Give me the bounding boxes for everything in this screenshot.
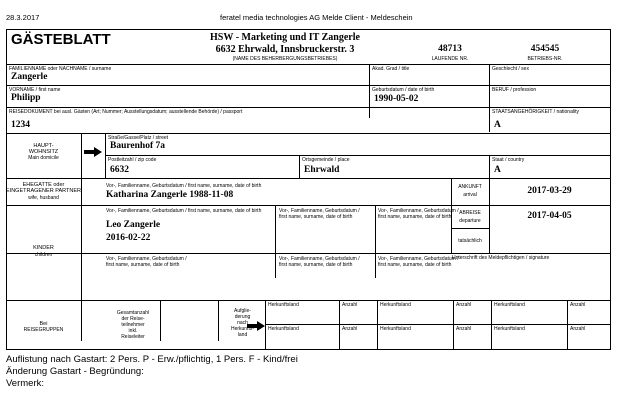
child4-label-line1: Vor-, Familienname, Geburtsdatum / <box>106 256 187 262</box>
child1-birth-field[interactable]: 2016-02-22 <box>106 233 151 243</box>
arrow-right-icon <box>84 147 102 157</box>
group-total-line3: teilnehmer <box>121 322 145 328</box>
running-number: 48713 <box>438 44 462 54</box>
guest-type-summary: Auflistung nach Gastart: 2 Pers. P - Erw./pflichtig, 1 Pers. F - Kind/frei <box>6 354 298 365</box>
origin-label-2: Herkunftsland <box>380 302 411 308</box>
child1-name-field[interactable]: Leo Zangerle <box>106 220 161 230</box>
profession-label: BERUF / profession <box>492 87 537 93</box>
origin-label-3: Herkunftsland <box>494 302 525 308</box>
zip-field[interactable]: 6632 <box>110 165 129 175</box>
count-label-2: Anzahl <box>456 302 472 308</box>
business-name: HSW - Marketing und IT Zangerle <box>210 32 360 43</box>
form-title: GÄSTEBLATT <box>11 31 111 48</box>
business-number-label: BETRIEBS-NR. <box>527 56 563 62</box>
nationality-label: STAATSANGEHÖRIGKEIT / nationality <box>492 109 579 115</box>
arrival-sub-label: arrival <box>463 192 477 198</box>
country-label: Staat / country <box>492 157 525 163</box>
domicile-label-line3: Main domicile <box>28 155 59 161</box>
business-address: 6632 Ehrwald, Innsbruckerstr. 3 <box>215 44 355 55</box>
running-number-label: LAUFENDE NR. <box>431 56 469 62</box>
child5-label-line2: first name, surname, date of birth <box>279 262 353 268</box>
business-number: 454545 <box>530 44 560 54</box>
domicile-label-line2: WOHNSITZ <box>28 149 59 155</box>
group-breakdown-line3: nach <box>237 320 248 326</box>
departure-label: ABREISE <box>459 210 481 216</box>
birth-date-field[interactable]: 1990-05-02 <box>374 94 419 104</box>
count-label-6: Anzahl <box>570 326 586 332</box>
domicile-label-line1: HAUPT- <box>33 143 54 149</box>
groups-label-line2: REISEGRUPPEN <box>23 327 64 333</box>
group-breakdown-line4: Herkunfts- <box>230 326 255 332</box>
children-label-line2: children <box>34 252 53 258</box>
birth-date-label: Geburtsdatum / date of birth <box>372 87 435 93</box>
count-label-3: Anzahl <box>570 302 586 308</box>
child5-label-line1: Vor-, Familienname, Geburtsdatum / <box>279 256 360 262</box>
partner-field[interactable]: Katharina Zangerle 1988-11-08 <box>106 190 234 200</box>
count-label-4: Anzahl <box>342 326 358 332</box>
arrival-label: ANKUNFT <box>458 184 482 190</box>
nationality-field[interactable]: A <box>494 120 501 130</box>
arrival-date-field[interactable]: 2017-03-29 <box>527 186 572 196</box>
child3-label-line1: Vor-, Familienname, Geburtsdatum / <box>378 208 459 214</box>
street-label: Straße/Gasse/Platz / street <box>108 135 169 141</box>
count-label-1: Anzahl <box>342 302 358 308</box>
child6-label-line2: first name, surname, date of birth <box>378 262 452 268</box>
departure-date-field[interactable]: 2017-04-05 <box>527 211 572 221</box>
passport-field[interactable]: 1234 <box>11 120 30 130</box>
group-breakdown-line5: land <box>237 332 248 338</box>
city-field[interactable]: Ehrwald <box>304 165 340 175</box>
signature-label: Unterschrift des Meldepflichtigen / signature <box>452 255 550 261</box>
children-label-line1: KINDER <box>33 245 54 251</box>
departure-sub-label: departure <box>459 218 481 224</box>
guest-type-change-reason: Änderung Gastart - Begründung: <box>6 366 144 377</box>
child6-label-line1: Vor-, Familienname, Geburtsdatum / <box>378 256 459 262</box>
first-name-label: VORNAME / first name <box>9 87 61 93</box>
remark: Vermerk: <box>6 378 45 389</box>
country-field[interactable]: A <box>494 165 501 175</box>
child2-label-line2: first name, surname, date of birth <box>279 214 353 220</box>
groups-label-line1: Bei <box>39 321 48 327</box>
partner-field-label: Vor-, Familienname, Geburtsdatum / first name, surname, date of birth <box>106 183 262 189</box>
family-name-field[interactable]: Zangerle <box>11 72 48 82</box>
city-label: Ortsgemeinde / place <box>302 157 350 163</box>
child1-field-label: Vor-, Familienname, Geburtsdatum / first name, surname, date of birth <box>106 208 262 214</box>
print-date: 28.3.2017 <box>6 13 40 22</box>
business-note: (NAME DES BEHERBERGUNGSBETRIEBES) <box>232 56 338 62</box>
passport-label: REISEDOKUMENT bei ausl. Gästen (Art; Nummer; Ausstellungsdatum; ausstellende Behörde) / passport <box>9 109 243 115</box>
group-total-line4: inkl. <box>128 328 138 334</box>
group-breakdown-line2: derung <box>234 314 251 320</box>
family-name-label: FAMILIENNAME oder NACHNAME / surname <box>9 66 112 72</box>
zip-label: Postleitzahl / zip code <box>108 157 157 163</box>
child2-label-line1: Vor-, Familienname, Geburtsdatum / <box>279 208 360 214</box>
street-field[interactable]: Baurenhof 7a <box>110 141 165 151</box>
group-total-line5: Reiseleiter <box>121 334 145 340</box>
child3-label-line2: first name, surname, date of birth <box>378 214 452 220</box>
origin-label-1: Herkunftsland <box>268 302 299 308</box>
arrow-right-icon <box>247 321 265 331</box>
first-name-field[interactable]: Philipp <box>11 93 41 103</box>
sex-label: Geschlecht / sex <box>492 66 529 72</box>
actual-departure-label: tatsächlich <box>458 238 482 244</box>
child4-label-line2: first name, surname, date of birth <box>106 262 180 268</box>
origin-label-5: Herkunftsland <box>380 326 411 332</box>
app-title: feratel media technologies AG Melde Client - Meldeschein <box>220 13 413 22</box>
group-total-line1: Gesamtanzahl <box>116 310 150 316</box>
origin-label-6: Herkunftsland <box>494 326 525 332</box>
title-label: Akad. Grad / title <box>372 66 410 72</box>
partner-label-line2: EINGETRAGENER PARTNER <box>6 188 81 194</box>
partner-label-line3: wife, husband <box>28 195 59 201</box>
partner-label-line1: EHEGATTE oder <box>22 182 65 188</box>
group-total-line2: der Reise- <box>121 316 145 322</box>
origin-label-4: Herkunftsland <box>268 326 299 332</box>
group-breakdown-line1: Aufglie- <box>234 308 251 314</box>
count-label-5: Anzahl <box>456 326 472 332</box>
